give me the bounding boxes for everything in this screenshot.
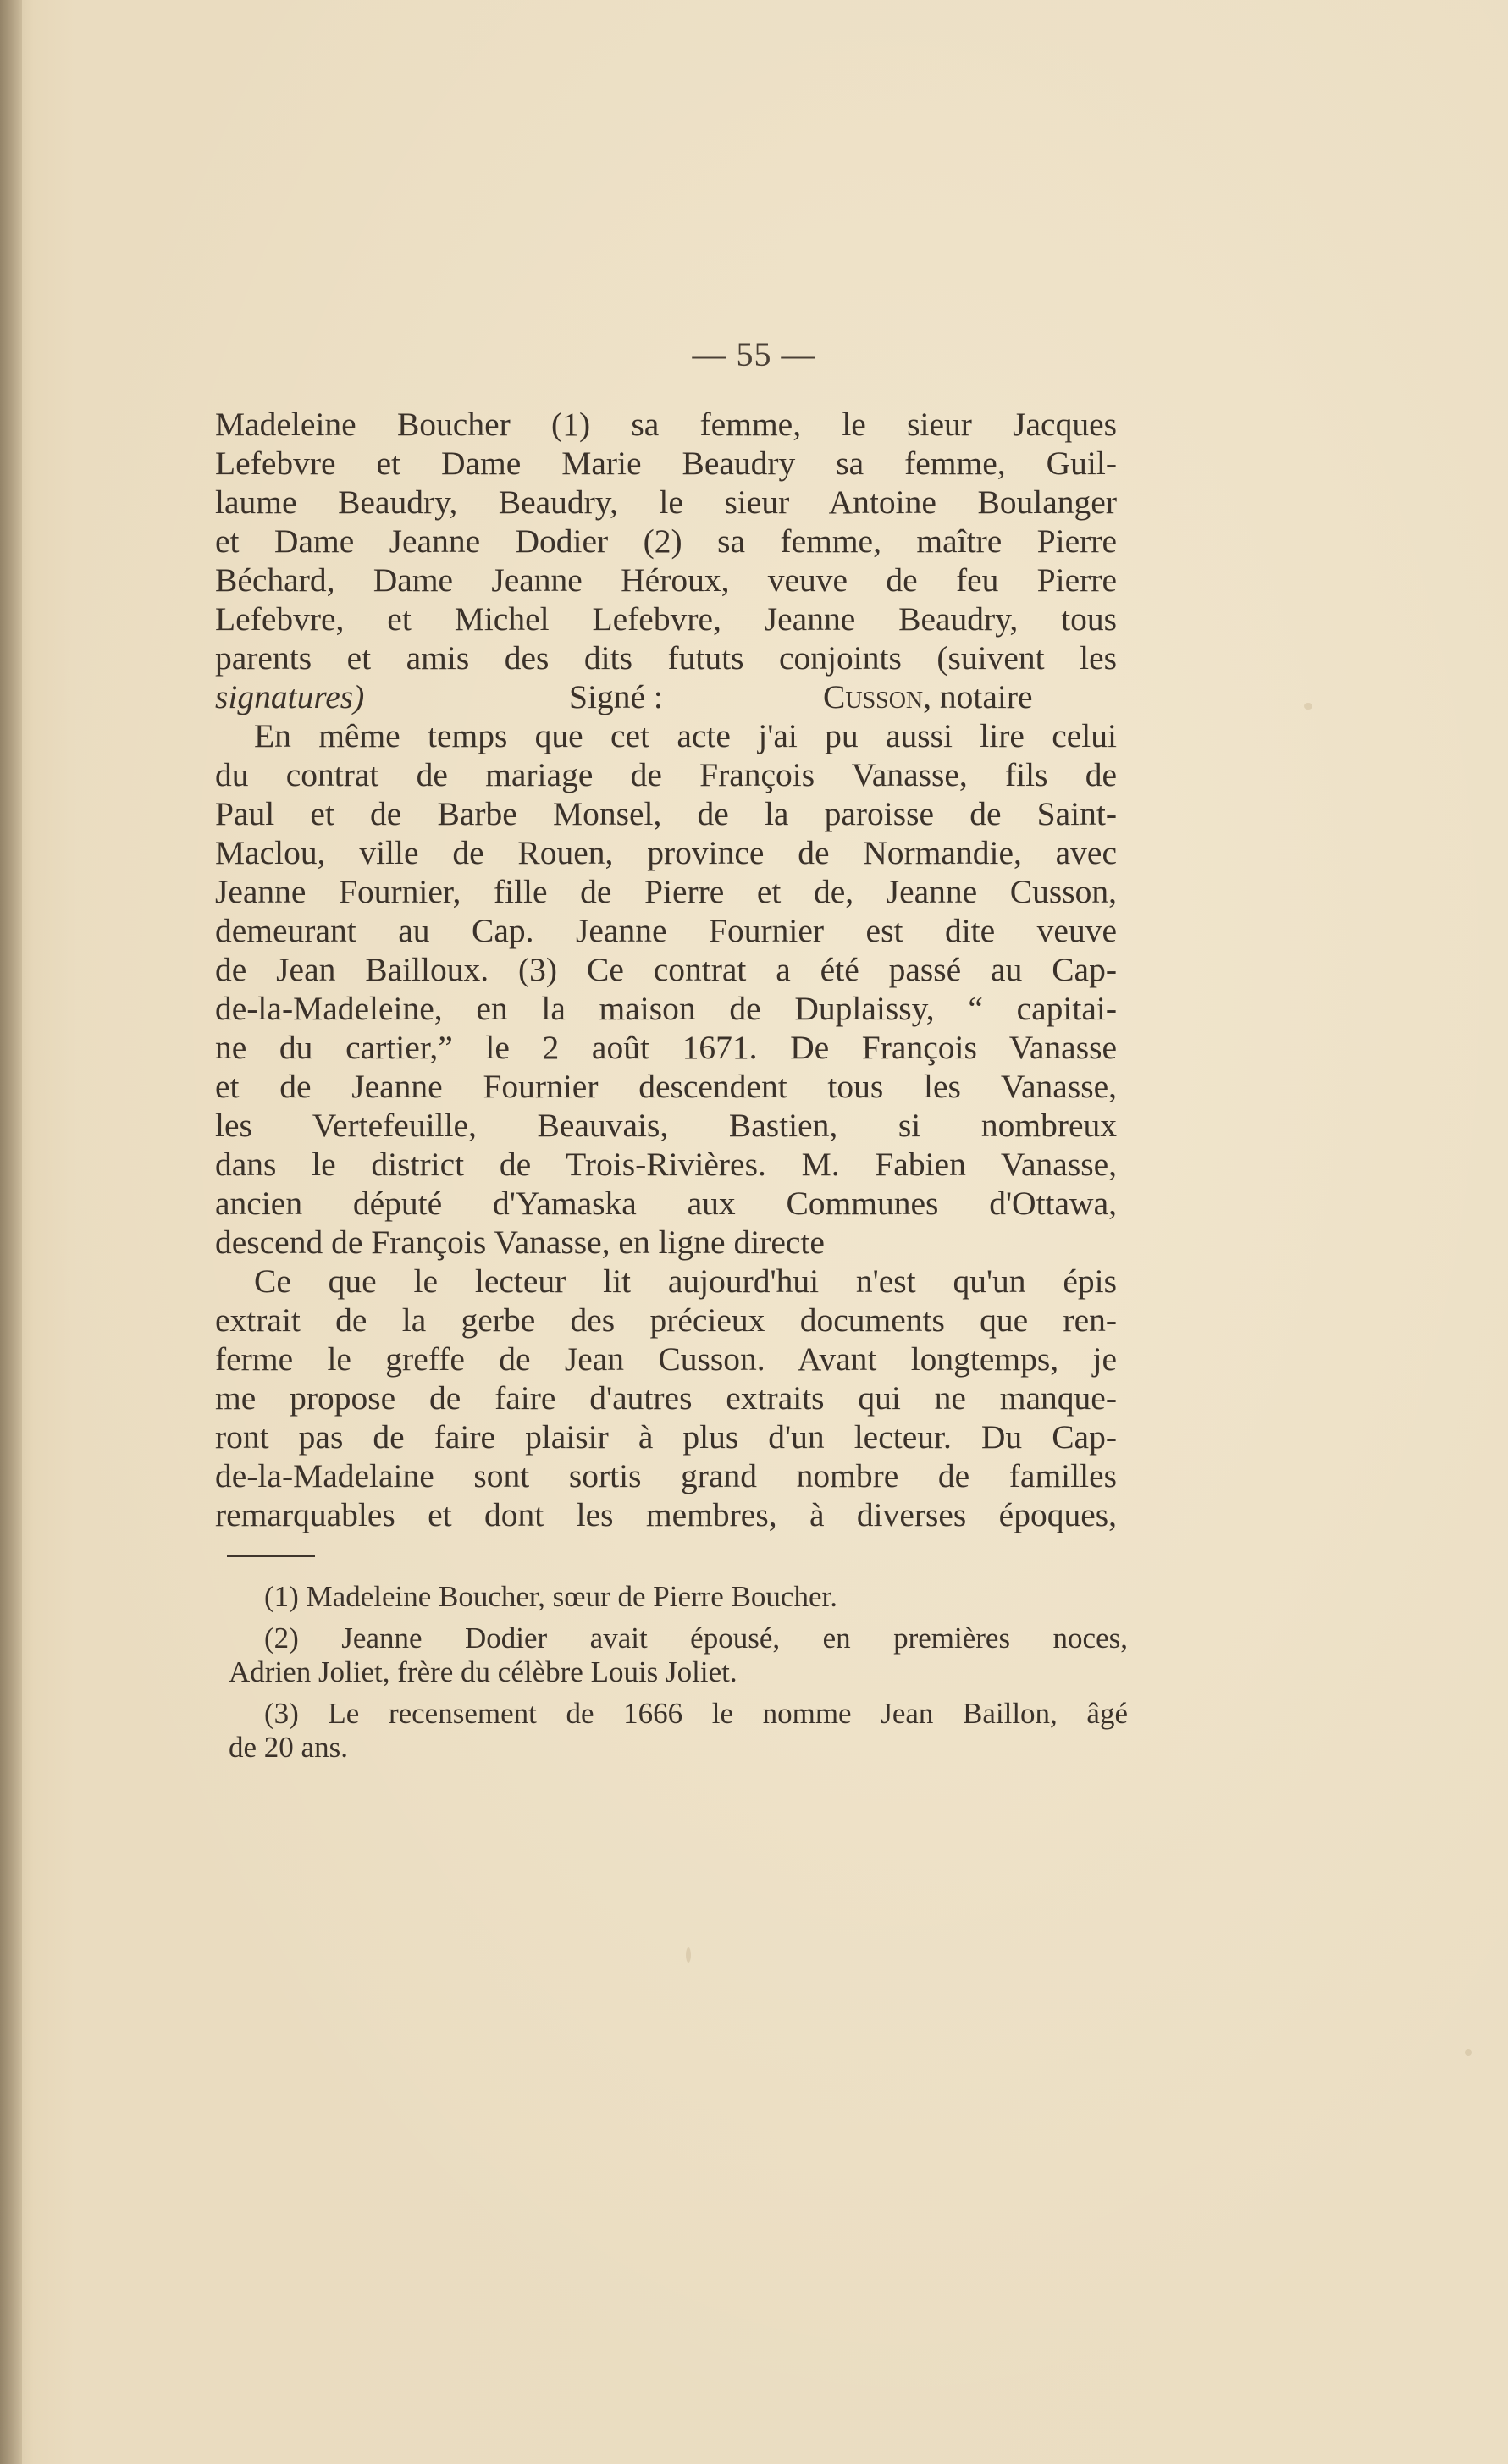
footnote-2 bbox=[225, 1621, 1128, 1689]
text-line: En même temps que cet acte j'ai pu aussi lire celui bbox=[254, 717, 1117, 754]
footnote-text: (1) Madeleine Boucher, sœur de Pierre Boucher. bbox=[264, 1580, 837, 1613]
footnotes bbox=[225, 1580, 1128, 1772]
text-line: extrait de la gerbe des précieux documents que ren- bbox=[215, 1301, 1117, 1339]
signatures-label: signatures) bbox=[215, 678, 365, 715]
paper-stain bbox=[1465, 2049, 1472, 2056]
text-line: descend de François Vanasse, en ligne directe bbox=[215, 1224, 825, 1261]
text-line: Lefebvre, et Michel Lefebvre, Jeanne Beaudry, tous bbox=[215, 600, 1117, 638]
text-line: parents et amis des dits fututs conjoints (suivent les bbox=[215, 639, 1117, 677]
notary-title: , notaire bbox=[923, 678, 1033, 715]
signed-label: Signé : bbox=[569, 678, 663, 715]
text-line: Maclou, ville de Rouen, province de Normandie, avec bbox=[215, 834, 1117, 871]
text-line: du contrat de mariage de François Vanasse, fils de bbox=[215, 756, 1117, 793]
page-number: — 55 — bbox=[692, 335, 816, 373]
text-line: et de Jeanne Fournier descendent tous les Vanasse, bbox=[215, 1068, 1117, 1105]
text-line: les Vertefeuille, Beauvais, Bastien, si nombreux bbox=[215, 1107, 1117, 1144]
text-line: me propose de faire d'autres extraits qui ne manque- bbox=[215, 1379, 1117, 1417]
paper-stain bbox=[1304, 703, 1312, 710]
text-line: Jeanne Fournier, fille de Pierre et de, Jeanne Cusson, bbox=[215, 873, 1117, 910]
signature-line bbox=[215, 677, 1117, 716]
text-line: demeurant au Cap. Jeanne Fournier est dite veuve bbox=[215, 912, 1117, 949]
text-line: de Jean Bailloux. (3) Ce contrat a été passé au Cap- bbox=[215, 951, 1117, 988]
text-line: Béchard, Dame Jeanne Héroux, veuve de feu Pierre bbox=[215, 561, 1117, 599]
text-line: laume Beaudry, Beaudry, le sieur Antoine Boulanger bbox=[215, 483, 1117, 521]
text-line: et Dame Jeanne Dodier (2) sa femme, maître Pierre bbox=[215, 522, 1117, 560]
footnote-text: (3) Le recensement de 1666 le nomme Jean Baillon, âgé bbox=[264, 1697, 1128, 1730]
text-line: ancien député d'Yamaska aux Communes d'Ottawa, bbox=[215, 1185, 1117, 1222]
notary-name: Cusson bbox=[823, 678, 924, 715]
text-line: Lefebvre et Dame Marie Beaudry sa femme, Guil- bbox=[215, 445, 1117, 482]
footnote-3 bbox=[225, 1697, 1128, 1765]
text-line: de-la-Madelaine sont sortis grand nombre de familles bbox=[215, 1457, 1117, 1494]
text-line: remarquables et dont les membres, à diverses époques, bbox=[215, 1496, 1117, 1533]
footnote-1 bbox=[225, 1580, 1128, 1614]
text-line: Madeleine Boucher (1) sa femme, le sieur Jacques bbox=[215, 406, 1117, 443]
text-line: ferme le greffe de Jean Cusson. Avant longtemps, je bbox=[215, 1340, 1117, 1378]
footnote-text-continued: de 20 ans. bbox=[229, 1731, 348, 1764]
text-line: ront pas de faire plaisir à plus d'un lecteur. Du Cap- bbox=[215, 1418, 1117, 1456]
paper-stain bbox=[686, 1947, 691, 1963]
main-text bbox=[215, 405, 1117, 1534]
footnote-text: (2) Jeanne Dodier avait épousé, en premières noces, bbox=[264, 1621, 1128, 1655]
text-line: ne du cartier,” le 2 août 1671. De François Vanasse bbox=[215, 1029, 1117, 1066]
text-line: de-la-Madeleine, en la maison de Duplaissy, “ capitai- bbox=[215, 990, 1117, 1027]
footnote-rule bbox=[227, 1555, 315, 1557]
text-line: Ce que le lecteur lit aujourd'hui n'est qu'un épis bbox=[254, 1262, 1117, 1300]
text-line: Paul et de Barbe Monsel, de la paroisse de Saint- bbox=[215, 795, 1117, 832]
text-line: dans le district de Trois-Rivières. M. Fabien Vanasse, bbox=[215, 1146, 1117, 1183]
footnote-text-continued: Adrien Joliet, frère du célèbre Louis Joliet. bbox=[229, 1655, 737, 1688]
notary-signature bbox=[823, 677, 1033, 716]
